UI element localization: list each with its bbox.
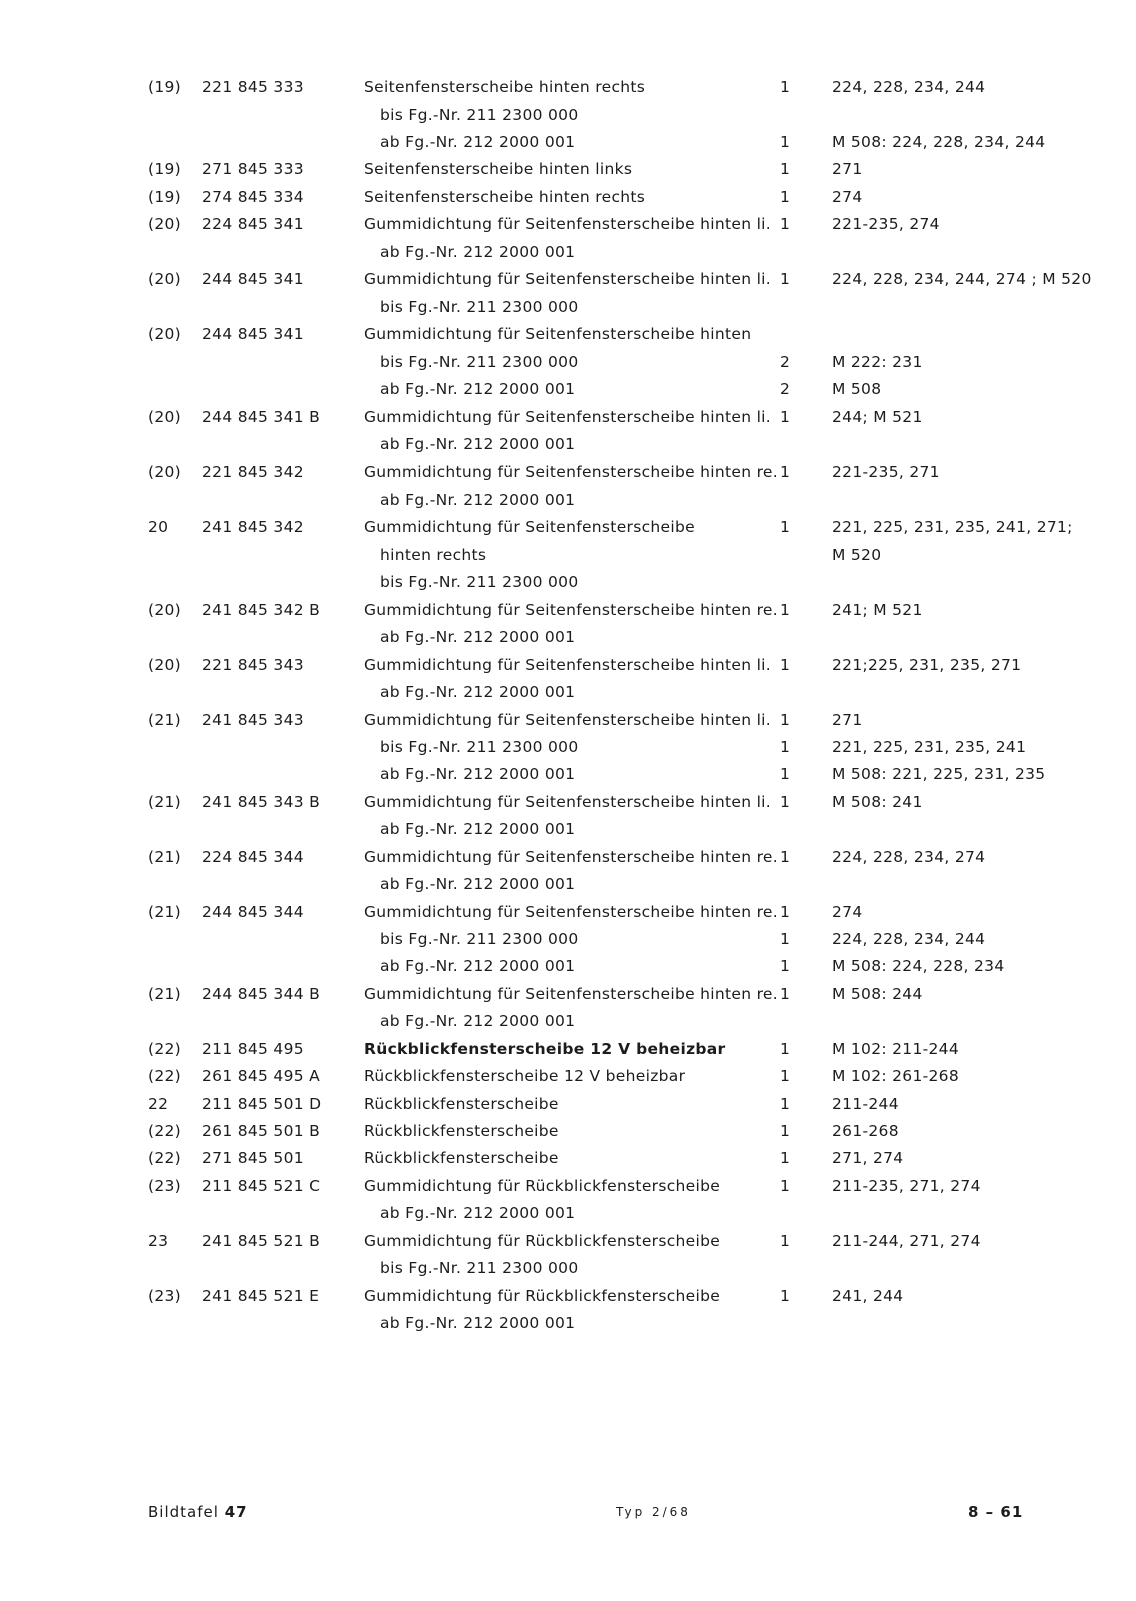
parts-row — [0, 183, 1136, 211]
part-description: ab Fg.-Nr. 212 2000 001 — [380, 957, 576, 975]
application-models: M 102: 261-268 — [832, 1067, 959, 1085]
part-description: Gummidichtung für Rückblickfensterscheibe — [364, 1177, 721, 1195]
parts-row — [0, 1090, 1136, 1118]
part-number: 241 845 521 B — [202, 1232, 321, 1250]
parts-row — [0, 1144, 1136, 1172]
part-description: bis Fg.-Nr. 211 2300 000 — [380, 738, 579, 756]
part-description: Rückblickfensterscheibe 12 V beheizbar — [364, 1040, 726, 1058]
part-description: hinten rechts — [380, 546, 487, 564]
quantity: 1 — [780, 793, 791, 811]
part-description: Seitenfensterscheibe hinten rechts — [364, 188, 646, 206]
parts-row — [0, 952, 1136, 980]
parts-row — [0, 128, 1136, 156]
parts-row — [0, 678, 1136, 706]
quantity: 1 — [780, 518, 791, 536]
quantity: 2 — [780, 380, 791, 398]
part-number: 221 845 342 — [202, 463, 304, 481]
quantity: 1 — [780, 1149, 791, 1167]
quantity: 1 — [780, 408, 791, 426]
parts-row — [0, 1254, 1136, 1282]
part-description: Gummidichtung für Seitenfensterscheibe hinten re. — [364, 848, 778, 866]
ref-number: (22) — [148, 1040, 182, 1058]
part-number: 241 845 343 B — [202, 793, 321, 811]
part-description: bis Fg.-Nr. 211 2300 000 — [380, 106, 579, 124]
parts-row — [0, 815, 1136, 843]
application-models: 221, 225, 231, 235, 241 — [832, 738, 1027, 756]
parts-row — [0, 706, 1136, 734]
application-models: 211-244 — [832, 1095, 899, 1113]
application-models: M 508: 224, 228, 234, 244 — [832, 133, 1046, 151]
quantity: 1 — [780, 903, 791, 921]
application-models: 221, 225, 231, 235, 241, 271; — [832, 518, 1073, 536]
part-description: bis Fg.-Nr. 211 2300 000 — [380, 573, 579, 591]
part-description: Gummidichtung für Seitenfensterscheibe hinten li. — [364, 711, 772, 729]
part-number: 211 845 501 D — [202, 1095, 322, 1113]
part-description: Gummidichtung für Rückblickfensterscheibe — [364, 1287, 721, 1305]
quantity: 1 — [780, 133, 791, 151]
part-description: ab Fg.-Nr. 212 2000 001 — [380, 875, 576, 893]
parts-row — [0, 348, 1136, 376]
parts-row — [0, 596, 1136, 624]
part-description: Rückblickfensterscheibe — [364, 1122, 559, 1140]
part-description: ab Fg.-Nr. 212 2000 001 — [380, 628, 576, 646]
part-number: 271 845 333 — [202, 160, 304, 178]
parts-row — [0, 1227, 1136, 1255]
part-description: Seitenfensterscheibe hinten links — [364, 160, 633, 178]
part-description: ab Fg.-Nr. 212 2000 001 — [380, 133, 576, 151]
application-models: 271 — [832, 711, 863, 729]
parts-row — [0, 760, 1136, 788]
part-description: Gummidichtung für Seitenfensterscheibe hinten li. — [364, 270, 772, 288]
ref-number: (21) — [148, 985, 182, 1003]
quantity: 1 — [780, 848, 791, 866]
part-description: Seitenfensterscheibe hinten rechts — [364, 78, 646, 96]
application-models: M 508 — [832, 380, 882, 398]
ref-number: (22) — [148, 1149, 182, 1167]
application-models: 241, 244 — [832, 1287, 904, 1305]
quantity: 1 — [780, 1067, 791, 1085]
application-models: M 508: 224, 228, 234 — [832, 957, 1005, 975]
quantity: 1 — [780, 957, 791, 975]
parts-row — [0, 1117, 1136, 1145]
ref-number: (19) — [148, 78, 182, 96]
quantity: 1 — [780, 985, 791, 1003]
application-models: 224, 228, 234, 244, 274 ; M 520 — [832, 270, 1092, 288]
parts-row — [0, 210, 1136, 238]
part-description: Gummidichtung für Seitenfensterscheibe hinten li. — [364, 215, 772, 233]
part-number: 224 845 344 — [202, 848, 304, 866]
parts-row — [0, 788, 1136, 816]
ref-number: (21) — [148, 793, 182, 811]
part-description: ab Fg.-Nr. 212 2000 001 — [380, 491, 576, 509]
part-number: 244 845 341 — [202, 270, 304, 288]
part-number: 241 845 343 — [202, 711, 304, 729]
application-models: 221-235, 271 — [832, 463, 940, 481]
quantity: 1 — [780, 1287, 791, 1305]
ref-number: (20) — [148, 215, 182, 233]
parts-row — [0, 568, 1136, 596]
parts-row — [0, 486, 1136, 514]
quantity: 1 — [780, 601, 791, 619]
part-number: 221 845 343 — [202, 656, 304, 674]
parts-row — [0, 1199, 1136, 1227]
parts-row — [0, 458, 1136, 486]
part-number: 244 845 341 — [202, 325, 304, 343]
ref-number: (20) — [148, 656, 182, 674]
part-description: ab Fg.-Nr. 212 2000 001 — [380, 435, 576, 453]
part-number: 244 845 344 — [202, 903, 304, 921]
parts-row — [0, 925, 1136, 953]
parts-row — [0, 293, 1136, 321]
ref-number: (19) — [148, 188, 182, 206]
quantity: 1 — [780, 738, 791, 756]
parts-row — [0, 265, 1136, 293]
parts-row — [0, 1035, 1136, 1063]
parts-row — [0, 375, 1136, 403]
part-number: 241 845 342 B — [202, 601, 321, 619]
part-description: Gummidichtung für Seitenfensterscheibe hinten re. — [364, 601, 778, 619]
quantity: 2 — [780, 353, 791, 371]
part-description: bis Fg.-Nr. 211 2300 000 — [380, 353, 579, 371]
part-description: ab Fg.-Nr. 212 2000 001 — [380, 1012, 576, 1030]
parts-row — [0, 101, 1136, 129]
part-description: Gummidichtung für Seitenfensterscheibe hinten — [364, 325, 752, 343]
part-description: Gummidichtung für Seitenfensterscheibe hinten li. — [364, 656, 772, 674]
quantity: 1 — [780, 656, 791, 674]
parts-row — [0, 1062, 1136, 1090]
part-number: 244 845 341 B — [202, 408, 321, 426]
application-models: M 508: 244 — [832, 985, 923, 1003]
part-description: Gummidichtung für Seitenfensterscheibe hinten re. — [364, 463, 778, 481]
part-number: 224 845 341 — [202, 215, 304, 233]
quantity: 1 — [780, 1232, 791, 1250]
part-number: 241 845 521 E — [202, 1287, 320, 1305]
page-number: 8 – 61 — [968, 1503, 1024, 1521]
part-number: 221 845 333 — [202, 78, 304, 96]
application-models: 271 — [832, 160, 863, 178]
quantity: 1 — [780, 188, 791, 206]
application-models: 274 — [832, 903, 863, 921]
parts-row — [0, 513, 1136, 541]
part-number: 261 845 501 B — [202, 1122, 321, 1140]
part-description: bis Fg.-Nr. 211 2300 000 — [380, 298, 579, 316]
ref-number: (20) — [148, 270, 182, 288]
ref-number: (21) — [148, 848, 182, 866]
application-models: 271, 274 — [832, 1149, 904, 1167]
part-description: Rückblickfensterscheibe 12 V beheizbar — [364, 1067, 686, 1085]
ref-number: (20) — [148, 463, 182, 481]
parts-row — [0, 238, 1136, 266]
part-description: Rückblickfensterscheibe — [364, 1149, 559, 1167]
quantity: 1 — [780, 1095, 791, 1113]
part-description: Gummidichtung für Seitenfensterscheibe hinten li. — [364, 408, 772, 426]
application-models: 224, 228, 234, 244 — [832, 930, 986, 948]
quantity: 1 — [780, 1177, 791, 1195]
application-models: 211-235, 271, 274 — [832, 1177, 981, 1195]
plate-number: 47 — [224, 1503, 248, 1521]
parts-row — [0, 623, 1136, 651]
ref-number: (21) — [148, 711, 182, 729]
part-description: Gummidichtung für Rückblickfensterscheibe — [364, 1232, 721, 1250]
parts-row — [0, 843, 1136, 871]
part-description: Gummidichtung für Seitenfensterscheibe hinten re. — [364, 903, 778, 921]
ref-number: (21) — [148, 903, 182, 921]
ref-number: (20) — [148, 601, 182, 619]
part-description: ab Fg.-Nr. 212 2000 001 — [380, 1314, 576, 1332]
quantity: 1 — [780, 160, 791, 178]
quantity: 1 — [780, 1122, 791, 1140]
parts-row — [0, 155, 1136, 183]
parts-row — [0, 1172, 1136, 1200]
application-models: M 520 — [832, 546, 882, 564]
parts-row — [0, 430, 1136, 458]
application-models: 224, 228, 234, 274 — [832, 848, 986, 866]
application-models: M 222: 231 — [832, 353, 923, 371]
plate-label: Bildtafel — [148, 1503, 219, 1521]
part-number: 241 845 342 — [202, 518, 304, 536]
part-number: 261 845 495 A — [202, 1067, 321, 1085]
application-models: 224, 228, 234, 244 — [832, 78, 986, 96]
application-models: 274 — [832, 188, 863, 206]
part-description: ab Fg.-Nr. 212 2000 001 — [380, 1204, 576, 1222]
part-description: ab Fg.-Nr. 212 2000 001 — [380, 683, 576, 701]
part-number: 244 845 344 B — [202, 985, 321, 1003]
parts-row — [0, 1309, 1136, 1337]
part-number: 211 845 521 C — [202, 1177, 321, 1195]
ref-number: (22) — [148, 1122, 182, 1140]
ref-number: (19) — [148, 160, 182, 178]
parts-row — [0, 320, 1136, 348]
application-models: 221;225, 231, 235, 271 — [832, 656, 1022, 674]
ref-number: (23) — [148, 1287, 182, 1305]
ref-number: 23 — [148, 1232, 169, 1250]
part-description: bis Fg.-Nr. 211 2300 000 — [380, 930, 579, 948]
parts-row — [0, 898, 1136, 926]
part-description: ab Fg.-Nr. 212 2000 001 — [380, 380, 576, 398]
quantity: 1 — [780, 711, 791, 729]
quantity: 1 — [780, 930, 791, 948]
quantity: 1 — [780, 463, 791, 481]
part-description: Gummidichtung für Seitenfensterscheibe — [364, 518, 695, 536]
ref-number: 20 — [148, 518, 169, 536]
application-models: 241; M 521 — [832, 601, 923, 619]
part-description: bis Fg.-Nr. 211 2300 000 — [380, 1259, 579, 1277]
part-description: Gummidichtung für Seitenfensterscheibe hinten li. — [364, 793, 772, 811]
parts-row — [0, 980, 1136, 1008]
application-models: M 508: 221, 225, 231, 235 — [832, 765, 1046, 783]
part-number: 274 845 334 — [202, 188, 304, 206]
application-models: 221-235, 274 — [832, 215, 940, 233]
part-description: ab Fg.-Nr. 212 2000 001 — [380, 765, 576, 783]
application-models: 211-244, 271, 274 — [832, 1232, 981, 1250]
parts-row — [0, 1007, 1136, 1035]
application-models: M 102: 211-244 — [832, 1040, 959, 1058]
application-models: 244; M 521 — [832, 408, 923, 426]
plate-reference — [148, 1500, 248, 1524]
application-models: 261-268 — [832, 1122, 899, 1140]
parts-row — [0, 73, 1136, 101]
part-description: ab Fg.-Nr. 212 2000 001 — [380, 820, 576, 838]
ref-number: (22) — [148, 1067, 182, 1085]
quantity: 1 — [780, 765, 791, 783]
ref-number: (20) — [148, 325, 182, 343]
parts-row — [0, 541, 1136, 569]
quantity: 1 — [780, 1040, 791, 1058]
type-label: Typ 2/68 — [616, 1505, 691, 1519]
ref-number: (23) — [148, 1177, 182, 1195]
part-number: 271 845 501 — [202, 1149, 304, 1167]
quantity: 1 — [780, 78, 791, 96]
application-models: M 508: 241 — [832, 793, 923, 811]
part-number: 211 845 495 — [202, 1040, 304, 1058]
ref-number: 22 — [148, 1095, 169, 1113]
parts-row — [0, 733, 1136, 761]
quantity: 1 — [780, 270, 791, 288]
parts-row — [0, 403, 1136, 431]
part-description: Rückblickfensterscheibe — [364, 1095, 559, 1113]
parts-row — [0, 1282, 1136, 1310]
parts-row — [0, 870, 1136, 898]
part-description: Gummidichtung für Seitenfensterscheibe hinten re. — [364, 985, 778, 1003]
parts-row — [0, 651, 1136, 679]
part-description: ab Fg.-Nr. 212 2000 001 — [380, 243, 576, 261]
quantity: 1 — [780, 215, 791, 233]
ref-number: (20) — [148, 408, 182, 426]
